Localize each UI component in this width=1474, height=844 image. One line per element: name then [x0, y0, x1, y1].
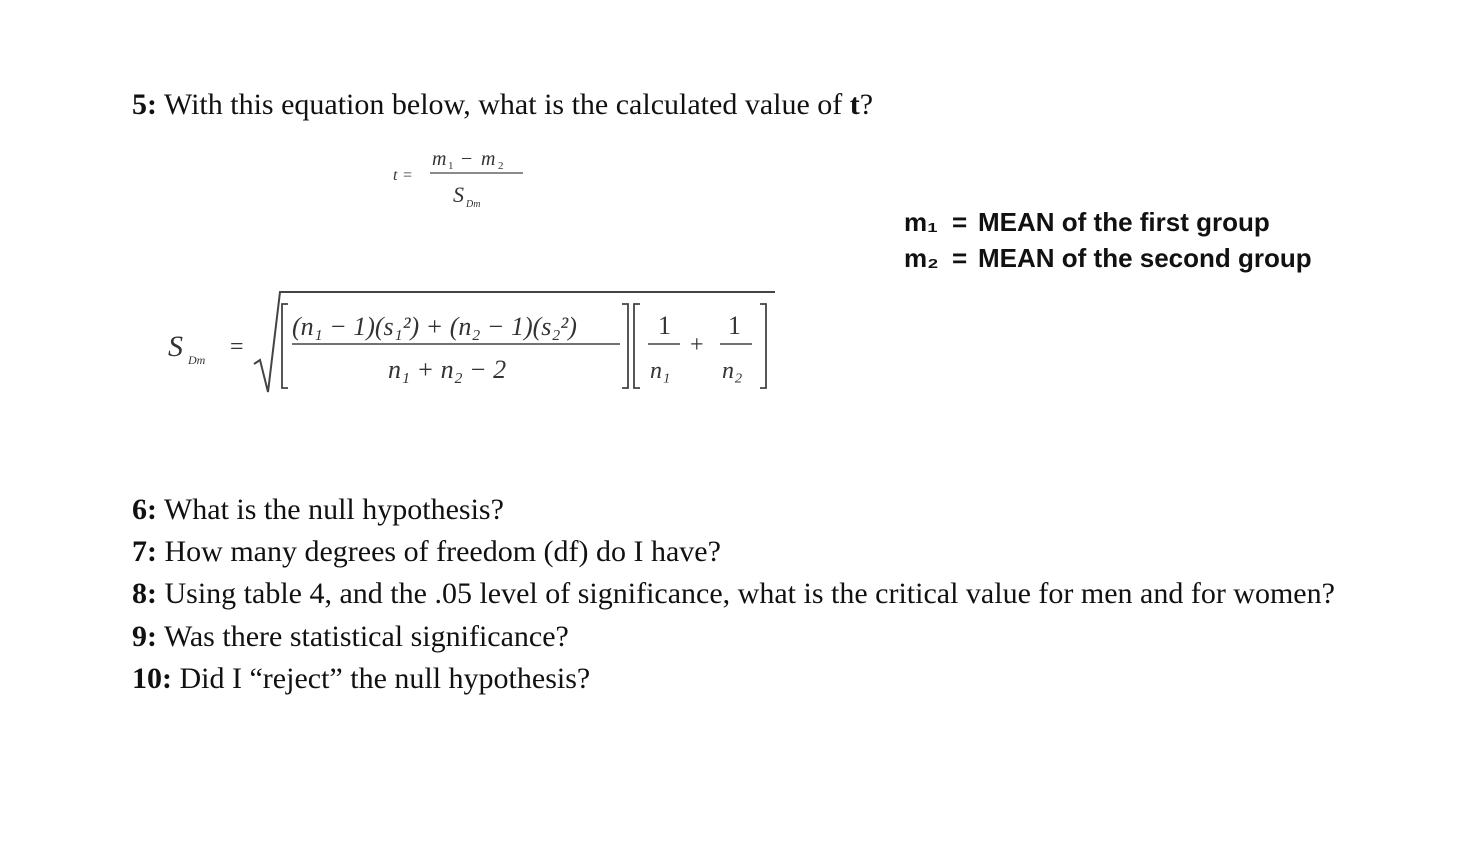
t-formula-den: S: [453, 182, 464, 207]
question-text: How many degrees of freedom (df) do I have?: [157, 535, 721, 569]
question-10: [132, 658, 1335, 700]
definition-eq: =: [952, 243, 968, 273]
definition-m1: [904, 204, 1312, 240]
definition-m2: [904, 240, 1312, 276]
question-8: [132, 573, 1335, 615]
t-formula-minus: −: [461, 148, 473, 170]
question-6: [132, 489, 1335, 531]
question-5-text: With this equation below, what is the calculated value of: [157, 88, 850, 121]
sdm-formula-n1: n₁: [650, 358, 671, 384]
t-formula-den-sub: Dm: [466, 199, 481, 210]
sdm-formula-bracket-left: [282, 304, 288, 388]
t-formula-sub2: 2: [498, 160, 504, 172]
sdm-formula-bracket-right: [760, 304, 766, 388]
sdm-formula-one-b: 1: [728, 311, 741, 340]
t-formula-m1: m: [432, 148, 447, 170]
question-5-variable: t: [849, 88, 860, 121]
question-5: [132, 84, 873, 126]
t-formula-m2: m: [481, 148, 496, 170]
sdm-formula-lhs-sub: Dm: [188, 353, 206, 367]
question-9: [132, 616, 1335, 658]
question-number: 7:: [132, 535, 157, 569]
sdm-formula-bracket-mid-left: [634, 304, 640, 388]
question-number: 6:: [132, 493, 157, 526]
question-text: Did I “reject” the null hypothesis?: [172, 661, 591, 695]
definition-symbol: m₂: [904, 243, 939, 273]
t-formula: [385, 142, 535, 217]
question-number: 8:: [132, 577, 157, 611]
definition-meaning: MEAN of the second group: [978, 243, 1312, 273]
question-text: Was there statistical significance?: [157, 619, 569, 653]
definitions: [904, 204, 1312, 276]
sdm-formula-plus: +: [690, 332, 704, 358]
definition-meaning: MEAN of the first group: [978, 207, 1270, 237]
sdm-formula-one-a: 1: [658, 311, 671, 340]
sdm-formula-eq: =: [230, 334, 244, 360]
question-5-end: ?: [859, 88, 874, 121]
definition-eq: =: [952, 207, 968, 237]
t-formula-lhs: t: [393, 167, 398, 184]
question-list: [132, 489, 1335, 700]
sdm-formula-bracket-mid-right: [622, 304, 628, 388]
definition-symbol: m₁: [904, 207, 938, 237]
t-formula-eq: =: [403, 167, 413, 184]
sdm-formula-numerator: (n₁ − 1)(s₁²) + (n₂ − 1)(s₂²): [292, 312, 577, 341]
question-5-number: 5:: [132, 88, 157, 121]
question-text: Using table 4, and the .05 level of significance, what is the critical value for men and for women?: [157, 577, 1335, 611]
question-number: 9:: [132, 619, 157, 653]
sdm-formula: [160, 280, 785, 395]
sdm-formula-lhs: S: [168, 330, 183, 363]
question-7: [132, 531, 1335, 573]
question-number: 10:: [132, 661, 172, 695]
t-formula-sub1: 1: [448, 160, 454, 172]
sdm-formula-denominator: n₁ + n₂ − 2: [388, 355, 507, 384]
question-text: What is the null hypothesis?: [157, 493, 504, 526]
sdm-formula-n2: n₂: [722, 358, 743, 384]
